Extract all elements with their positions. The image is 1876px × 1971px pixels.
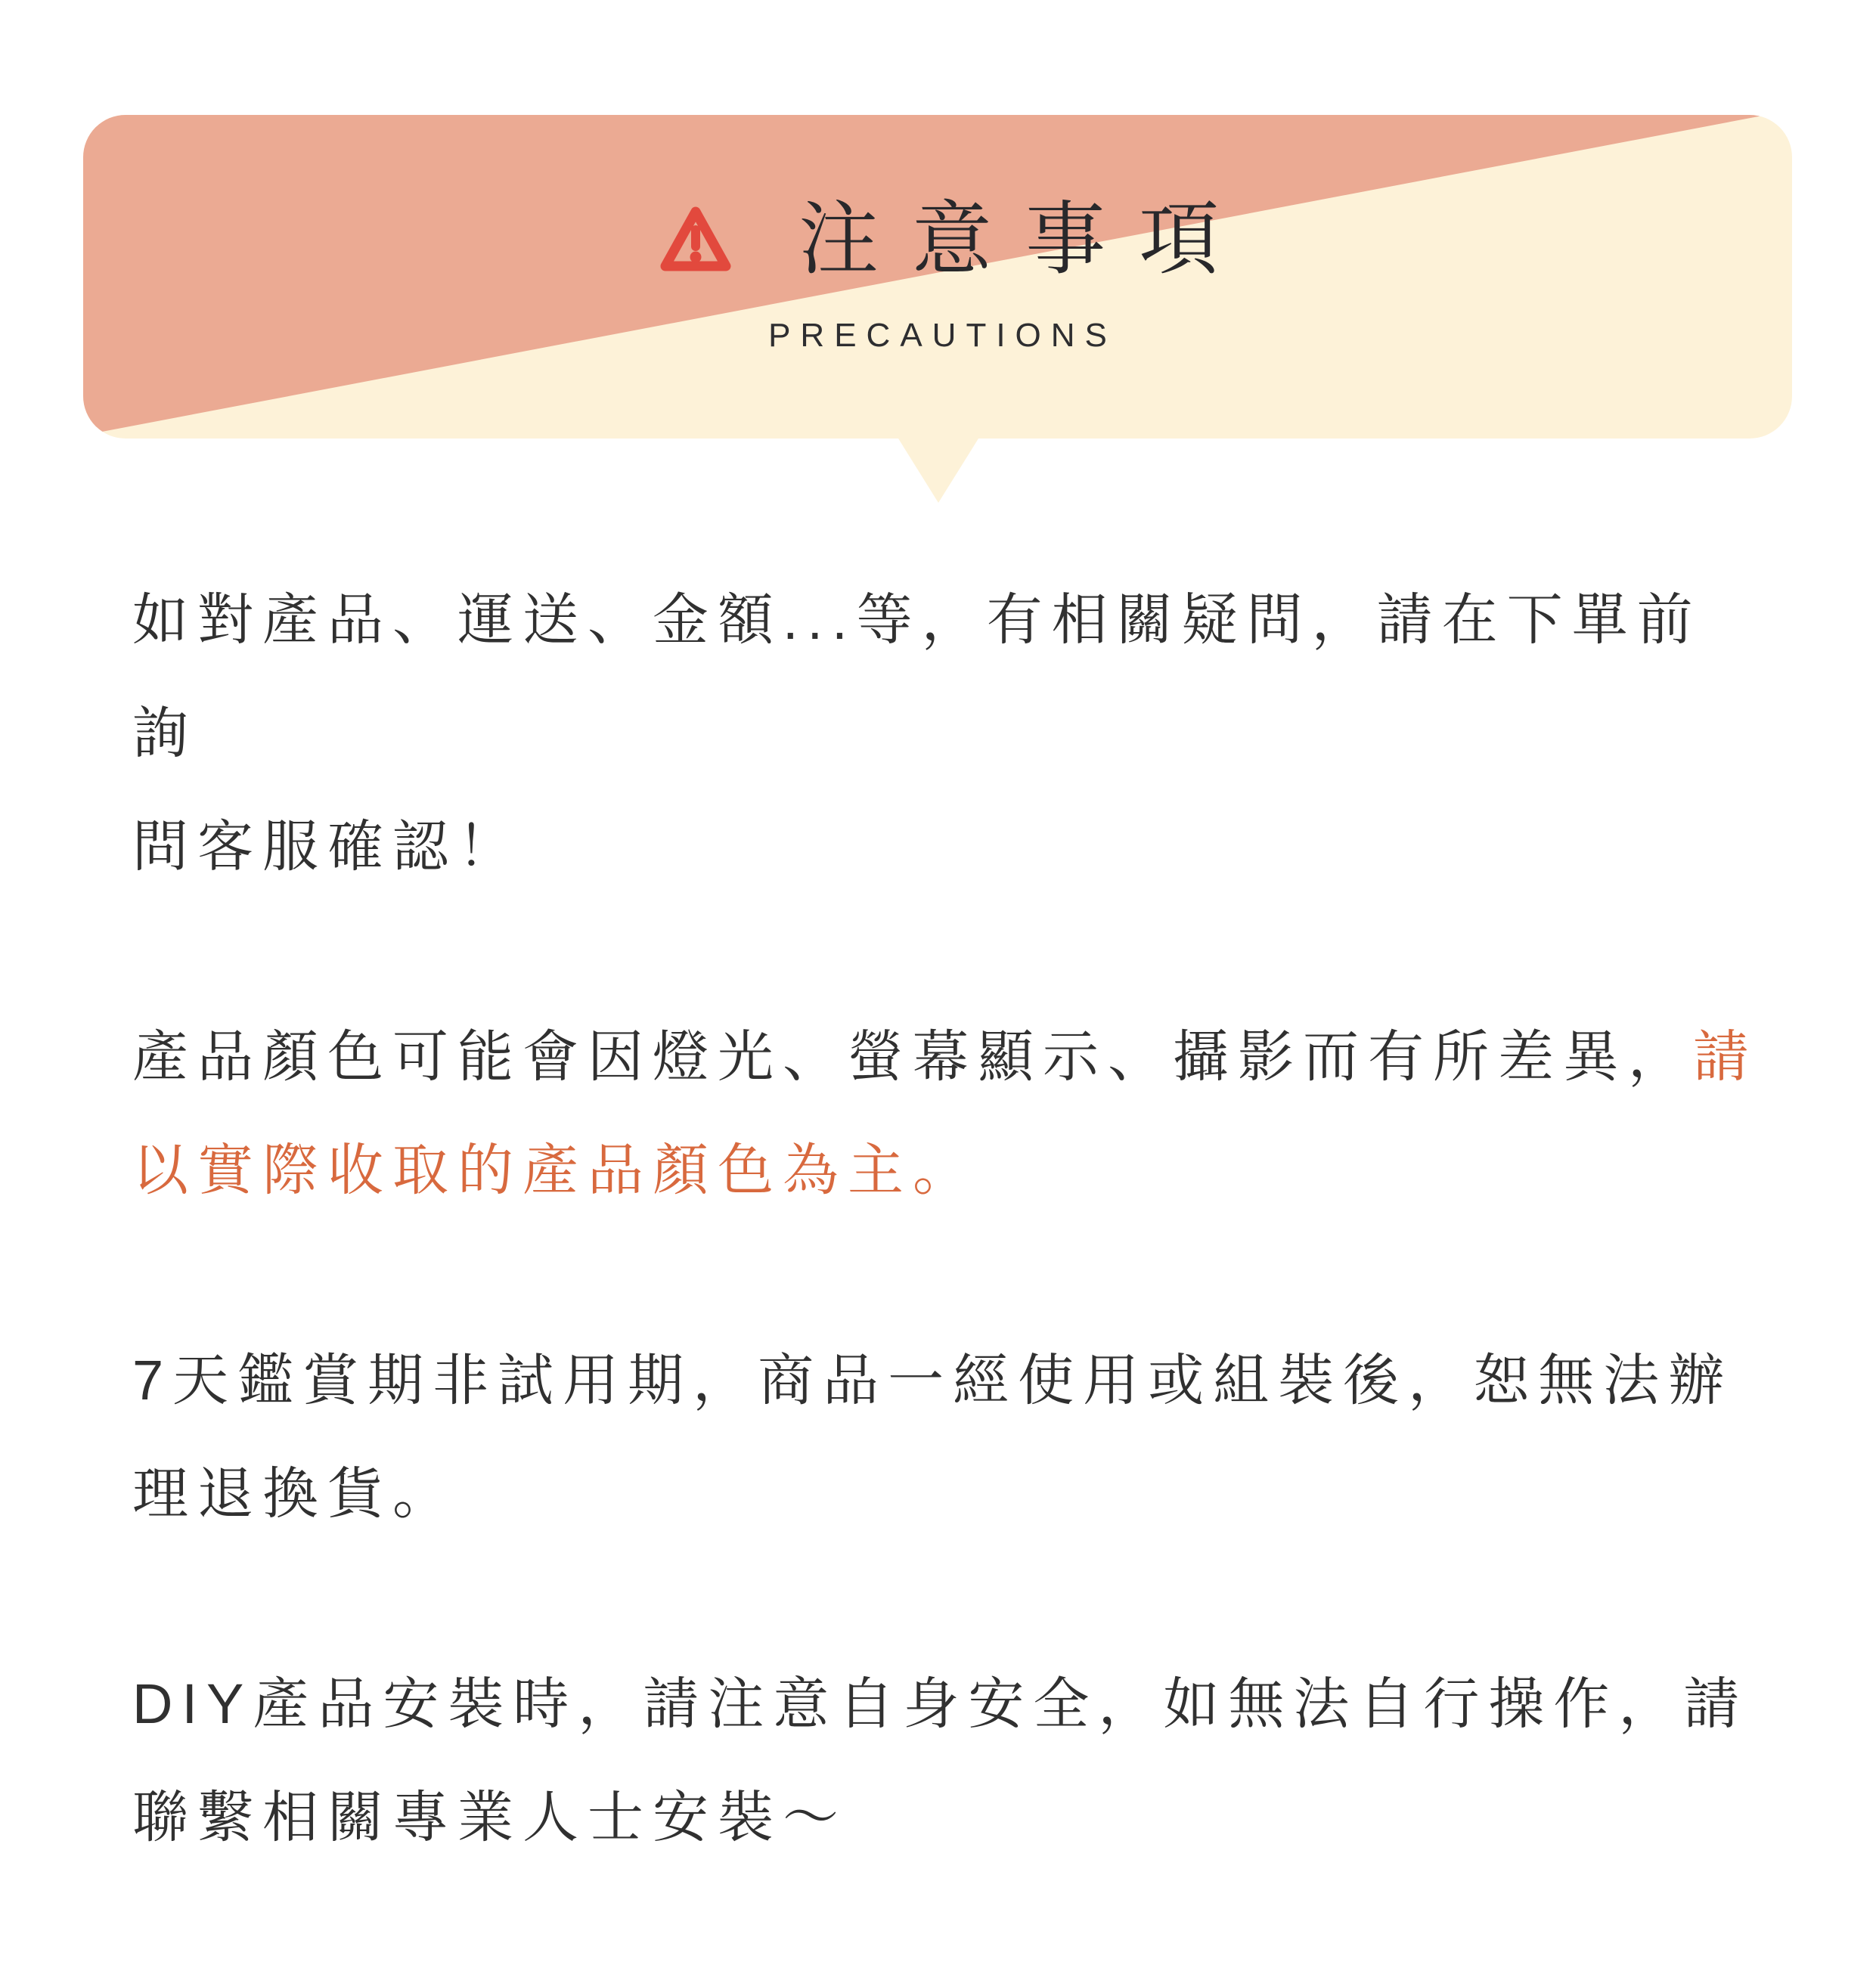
banner-pointer-tail [898,439,978,503]
page-subtitle: PRECAUTIONS [768,317,1117,354]
banner-content [83,115,1792,439]
text-segment: DIY產品安裝時，請注意自身安全，如無法自行操作，請 [132,1672,1749,1735]
paragraph-1 [132,563,1763,903]
text-segment: 如對產品、運送、金額...等，有相關疑問，請在下單前詢 [132,588,1702,764]
paragraph-3 [132,1324,1763,1551]
accent-text-segment: 請 [1693,1025,1758,1088]
text-segment: 理退換貨。 [132,1462,457,1525]
warning-triangle-icon [656,202,735,277]
text-segment: 聯繫相關專業人士安裝～ [132,1786,848,1849]
text-segment: 7天鑑賞期非試用期，商品一經使用或組裝後，恕無法辦 [132,1349,1734,1412]
text-segment: 問客服確認！ [132,815,522,878]
page-title: 注意事項 [798,195,1252,284]
paragraph-2 [132,1000,1763,1227]
text-segment: 產品顏色可能會因燈光、螢幕顯示、攝影而有所差異， [132,1025,1693,1088]
paragraph-4 [132,1647,1763,1874]
accent-text-segment: 以實際收取的產品顏色為主。 [132,1139,978,1201]
banner-title-row [656,195,1252,284]
body-paragraphs [0,503,1876,1971]
precautions-banner [83,115,1792,439]
